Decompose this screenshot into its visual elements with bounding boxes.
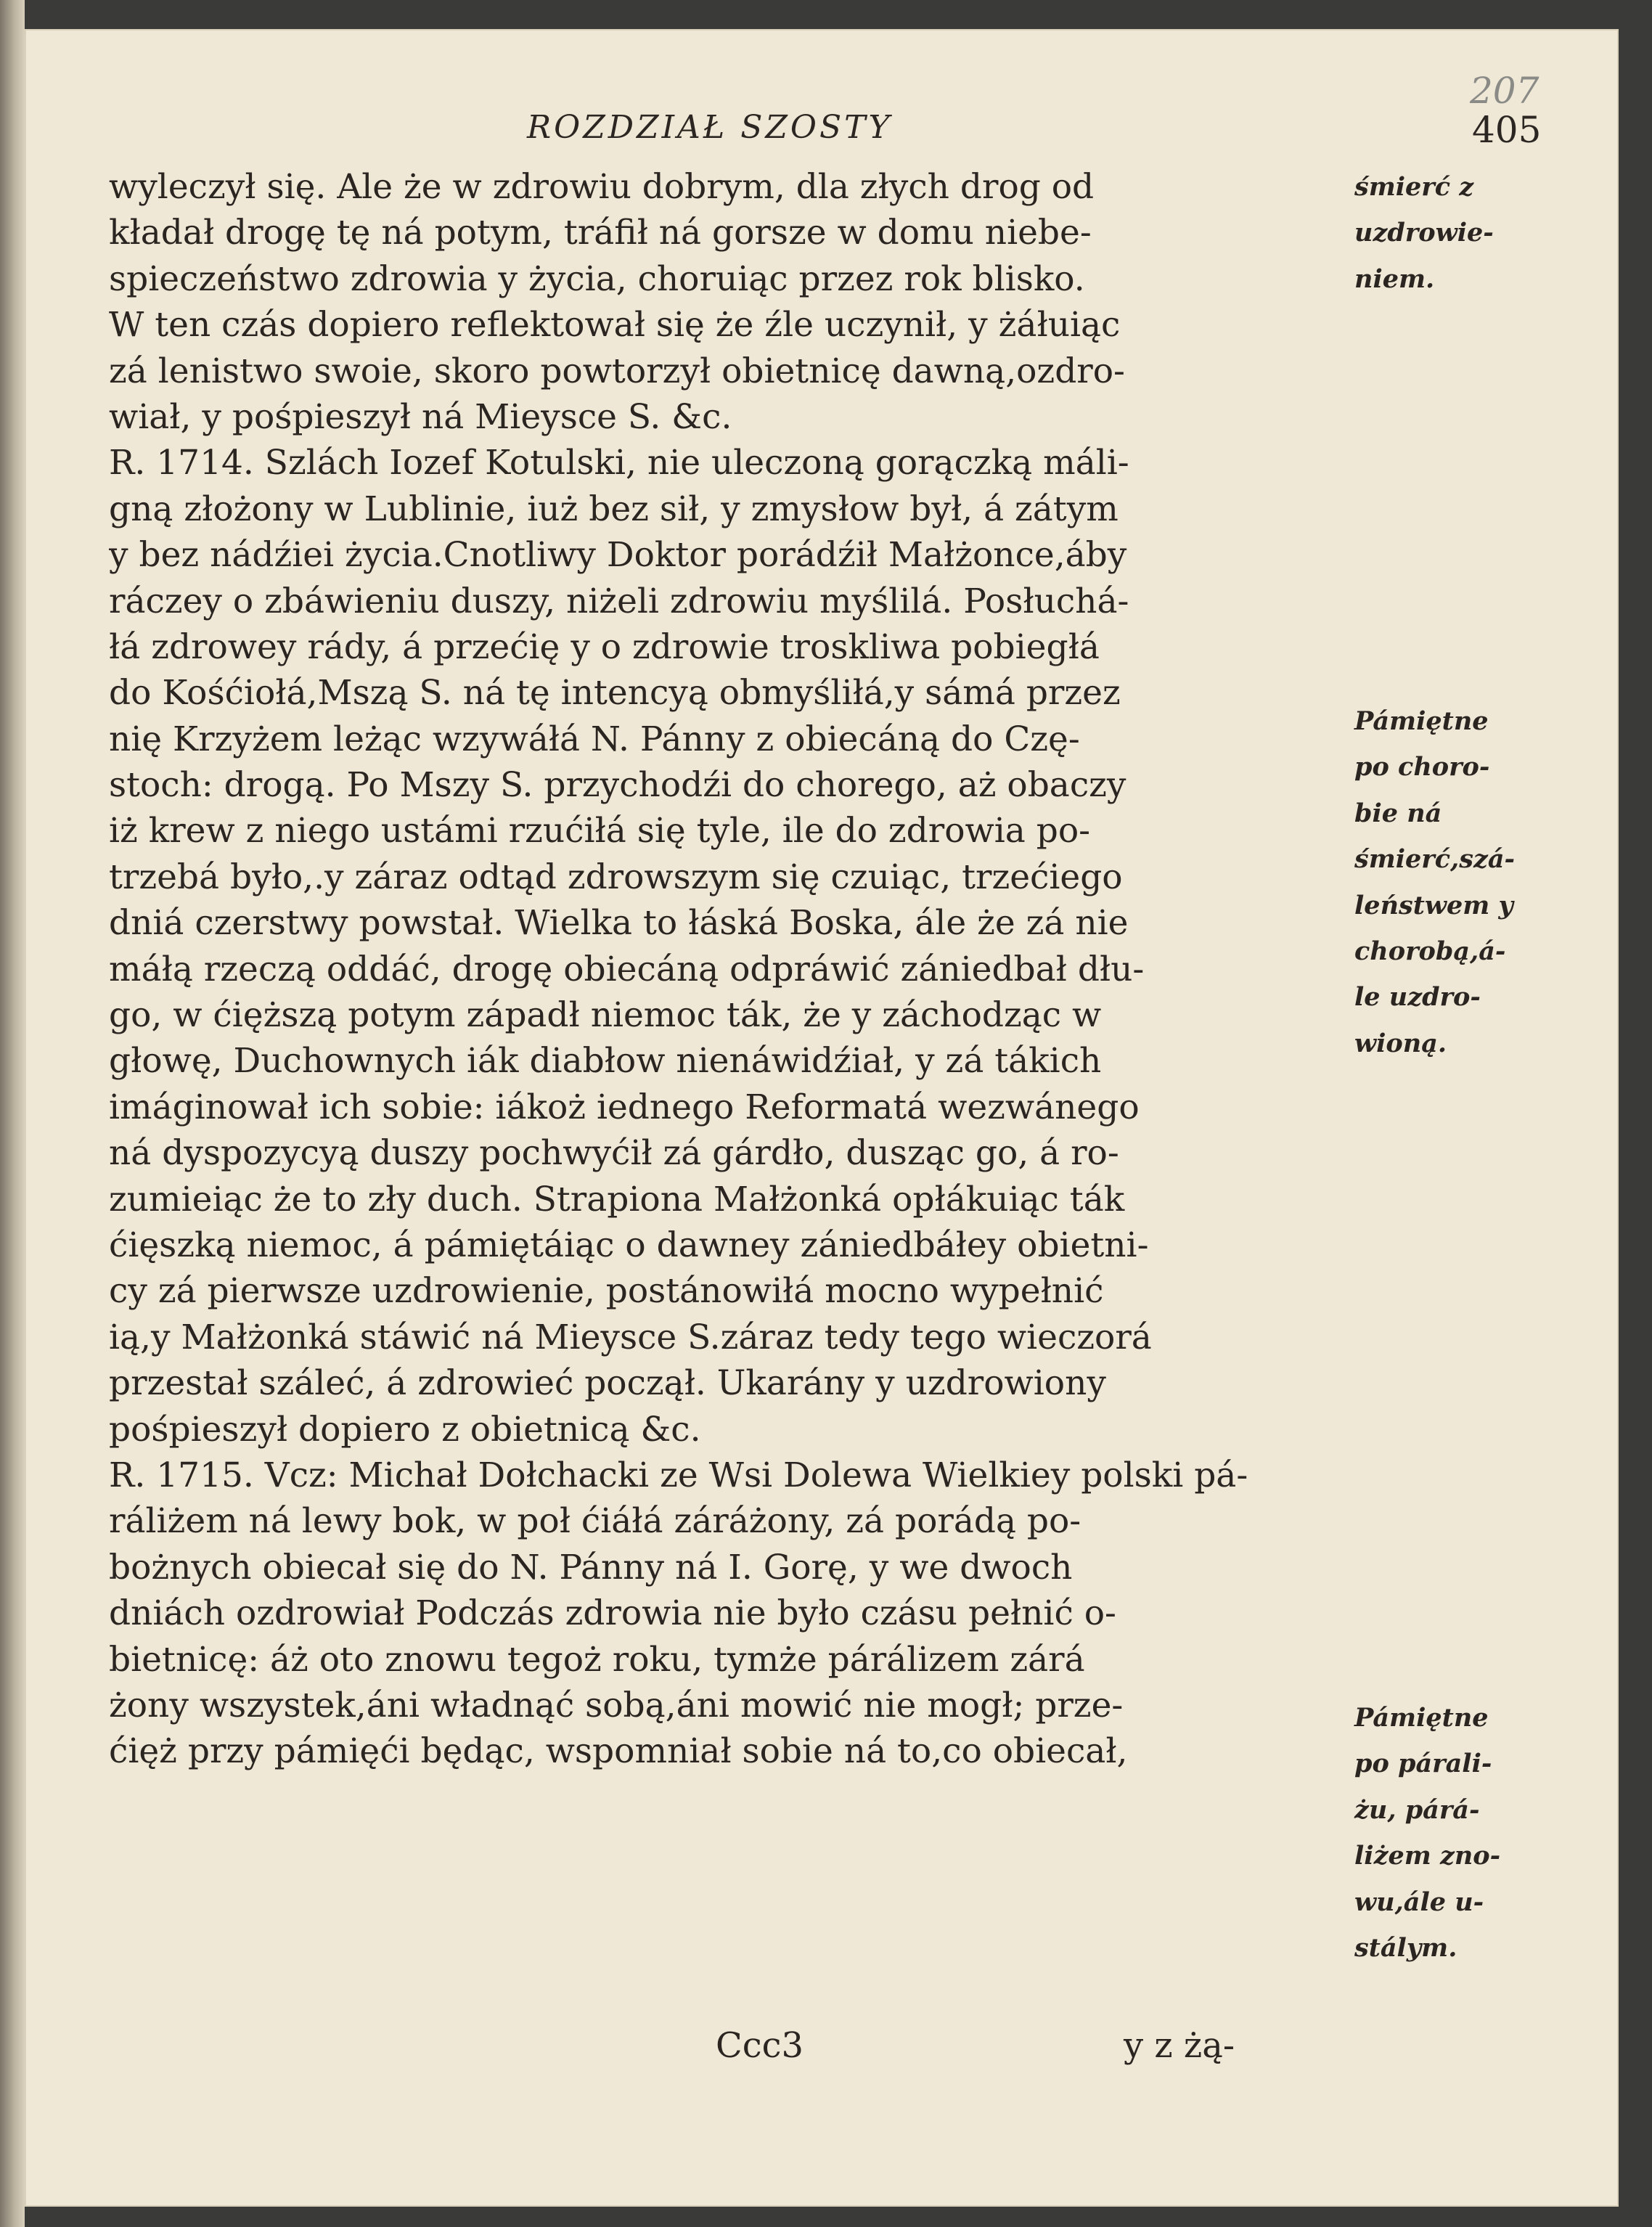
text-line: W ten czás dopiero reflektował się że źle uczynił, y żáłuiąc bbox=[109, 305, 1121, 346]
text-line: spieczeństwo zdrowia y życia, choruiąc przez rok blisko. bbox=[109, 258, 1085, 299]
text-line: pośpieszył dopiero z obietnicą &c. bbox=[109, 1409, 701, 1450]
text-line: zumieiąc że to zły duch. Strapiona Małżonká opłákuiąc ták bbox=[109, 1179, 1125, 1219]
text-line: dniách ozdrowiał Podczás zdrowia nie było czásu pełnić o- bbox=[109, 1593, 1116, 1634]
margin-note-line: stálym. bbox=[1354, 1932, 1457, 1963]
text-line: wyleczył się. Ale że w zdrowiu dobrym, dla złych drog od bbox=[109, 167, 1095, 207]
text-line: nię Krzyżem leżąc wzywáłá N. Pánny z obiecáną do Czę- bbox=[109, 719, 1080, 759]
text-line: ráczey o zbáwieniu duszy, niżeli zdrowiu myślilá. Posłuchá- bbox=[109, 581, 1129, 621]
text-line: dniá czerstwy powstał. Wielka to łáská Boska, ále że zá nie bbox=[109, 903, 1129, 944]
text-line: ná dyspozycyą duszy pochwyćił zá gárdło, dusząc go, á ro- bbox=[109, 1133, 1119, 1174]
margin-note-line: śmierć,szá- bbox=[1354, 844, 1516, 875]
running-head: ROZDZIAŁ SZOSTY bbox=[527, 109, 893, 146]
text-line: żony wszystek,áni władnąć sobą,áni mowić nie mogł; prze- bbox=[109, 1685, 1124, 1725]
page-number: 405 bbox=[1472, 109, 1542, 151]
text-line: gną złożony w Lublinie, iuż bez sił, y zmysłow był, á zátym bbox=[109, 489, 1119, 529]
text-line: przestał száleć, á zdrowieć począł. Ukarány y uzdrowiony bbox=[109, 1363, 1106, 1404]
text-line: y bez nádźiei życia.Cnotliwy Doktor porádźił Małżonce,áby bbox=[109, 535, 1127, 576]
catchword: y z żą- bbox=[1124, 2025, 1235, 2066]
text-line: bożnych obiecał się do N. Pánny ná I. Gorę, y we dwoch bbox=[109, 1547, 1073, 1587]
signature-mark: Ccc3 bbox=[716, 2025, 804, 2066]
margin-note-line: le uzdro- bbox=[1354, 982, 1481, 1013]
text-line: trzebá było,.y záraz odtąd zdrowszym się czuiąc, trzećiego bbox=[109, 857, 1123, 897]
text-line: imáginował ich sobie: iákoż iednego Reformatá wezwánego bbox=[109, 1087, 1140, 1127]
text-line: zá lenistwo swoie, skoro powtorzył obietnicę dawną,ozdro- bbox=[109, 351, 1125, 391]
margin-note-line: niem. bbox=[1354, 263, 1435, 294]
margin-note-line: Pámiętne bbox=[1354, 706, 1489, 736]
text-line: bietnicę: áż oto znowu tegoż roku, tymże párálizem zárá bbox=[109, 1639, 1085, 1680]
margin-note-line: śmierć z bbox=[1354, 172, 1474, 202]
margin-note-line: wu,ále u- bbox=[1354, 1887, 1484, 1917]
text-line: R. 1714. Szlách Iozef Kotulski, nie uleczoną gorączką máli- bbox=[109, 443, 1129, 483]
margin-note-line: uzdrowie- bbox=[1354, 218, 1494, 248]
page-gutter-edge bbox=[0, 0, 25, 2227]
text-line: stoch: drogą. Po Mszy S. przychodźi do chorego, aż obaczy bbox=[109, 765, 1126, 806]
margin-note-line: Pámiętne bbox=[1354, 1703, 1489, 1733]
text-line: R. 1715. Vcz: Michał Dołchacki ze Wsi Dolewa Wielkiey polski pá- bbox=[109, 1455, 1248, 1495]
margin-note-line: bie ná bbox=[1354, 798, 1442, 828]
margin-note-1 bbox=[1354, 164, 1536, 302]
margin-note-3 bbox=[1354, 1695, 1536, 1971]
text-line: go, w ćięższą potym západł niemoc ták, że y záchodząc w bbox=[109, 995, 1102, 1036]
text-line: łá zdrowey rády, á przećię y o zdrowie troskliwa pobiegłá bbox=[109, 626, 1100, 667]
text-line: wiał, y pośpieszył ná Mieysce S. &c. bbox=[109, 396, 732, 437]
margin-note-line: leństwem y bbox=[1354, 890, 1513, 920]
text-line: do Kośćiołá,Mszą S. ná tę intencyą obmyśliłá,y sámá przez bbox=[109, 673, 1121, 714]
text-line: ćięszką niemoc, á pámiętáiąc o dawney zániedbáłey obietni- bbox=[109, 1225, 1149, 1265]
text-line: cy zá pierwsze uzdrowienie, postánowiłá mocno wypełnić bbox=[109, 1271, 1104, 1312]
text-line: máłą rzeczą oddáć, drogę obiecáną odpráwić zániedbał dłu- bbox=[109, 949, 1145, 989]
margin-note-2 bbox=[1354, 698, 1536, 1066]
margin-note-line: po párali- bbox=[1354, 1749, 1492, 1779]
margin-note-line: chorobą,á- bbox=[1354, 936, 1506, 966]
text-line: kładał drogę tę ná potym, tráfił ná gorsze w domu niebe- bbox=[109, 213, 1092, 253]
margin-note-line: liżem zno- bbox=[1354, 1841, 1501, 1871]
text-line: głowę, Duchownych iák diabłow nienáwidźiał, y zá tákich bbox=[109, 1041, 1102, 1082]
margin-note-line: wioną. bbox=[1354, 1028, 1447, 1058]
text-line: ćięż przy pámięći będąc, wspomniał sobie ná to,co obiecał, bbox=[109, 1731, 1128, 1772]
handwritten-folio-number: 207 bbox=[1470, 70, 1539, 112]
text-line: ráliżem ná lewy bok, w poł ćiáłá záráżony, zá porádą po- bbox=[109, 1501, 1081, 1542]
margin-note-line: żu, párá- bbox=[1354, 1794, 1480, 1825]
main-text-block bbox=[109, 164, 1343, 1775]
text-line: ią,y Małżonká stáwić ná Mieysce S.záraz tedy tego wieczorá bbox=[109, 1317, 1152, 1357]
text-line: iż krew z niego ustámi rzućiłá się tyle, ile do zdrowia po- bbox=[109, 811, 1091, 851]
margin-note-line: po choro- bbox=[1354, 752, 1490, 782]
